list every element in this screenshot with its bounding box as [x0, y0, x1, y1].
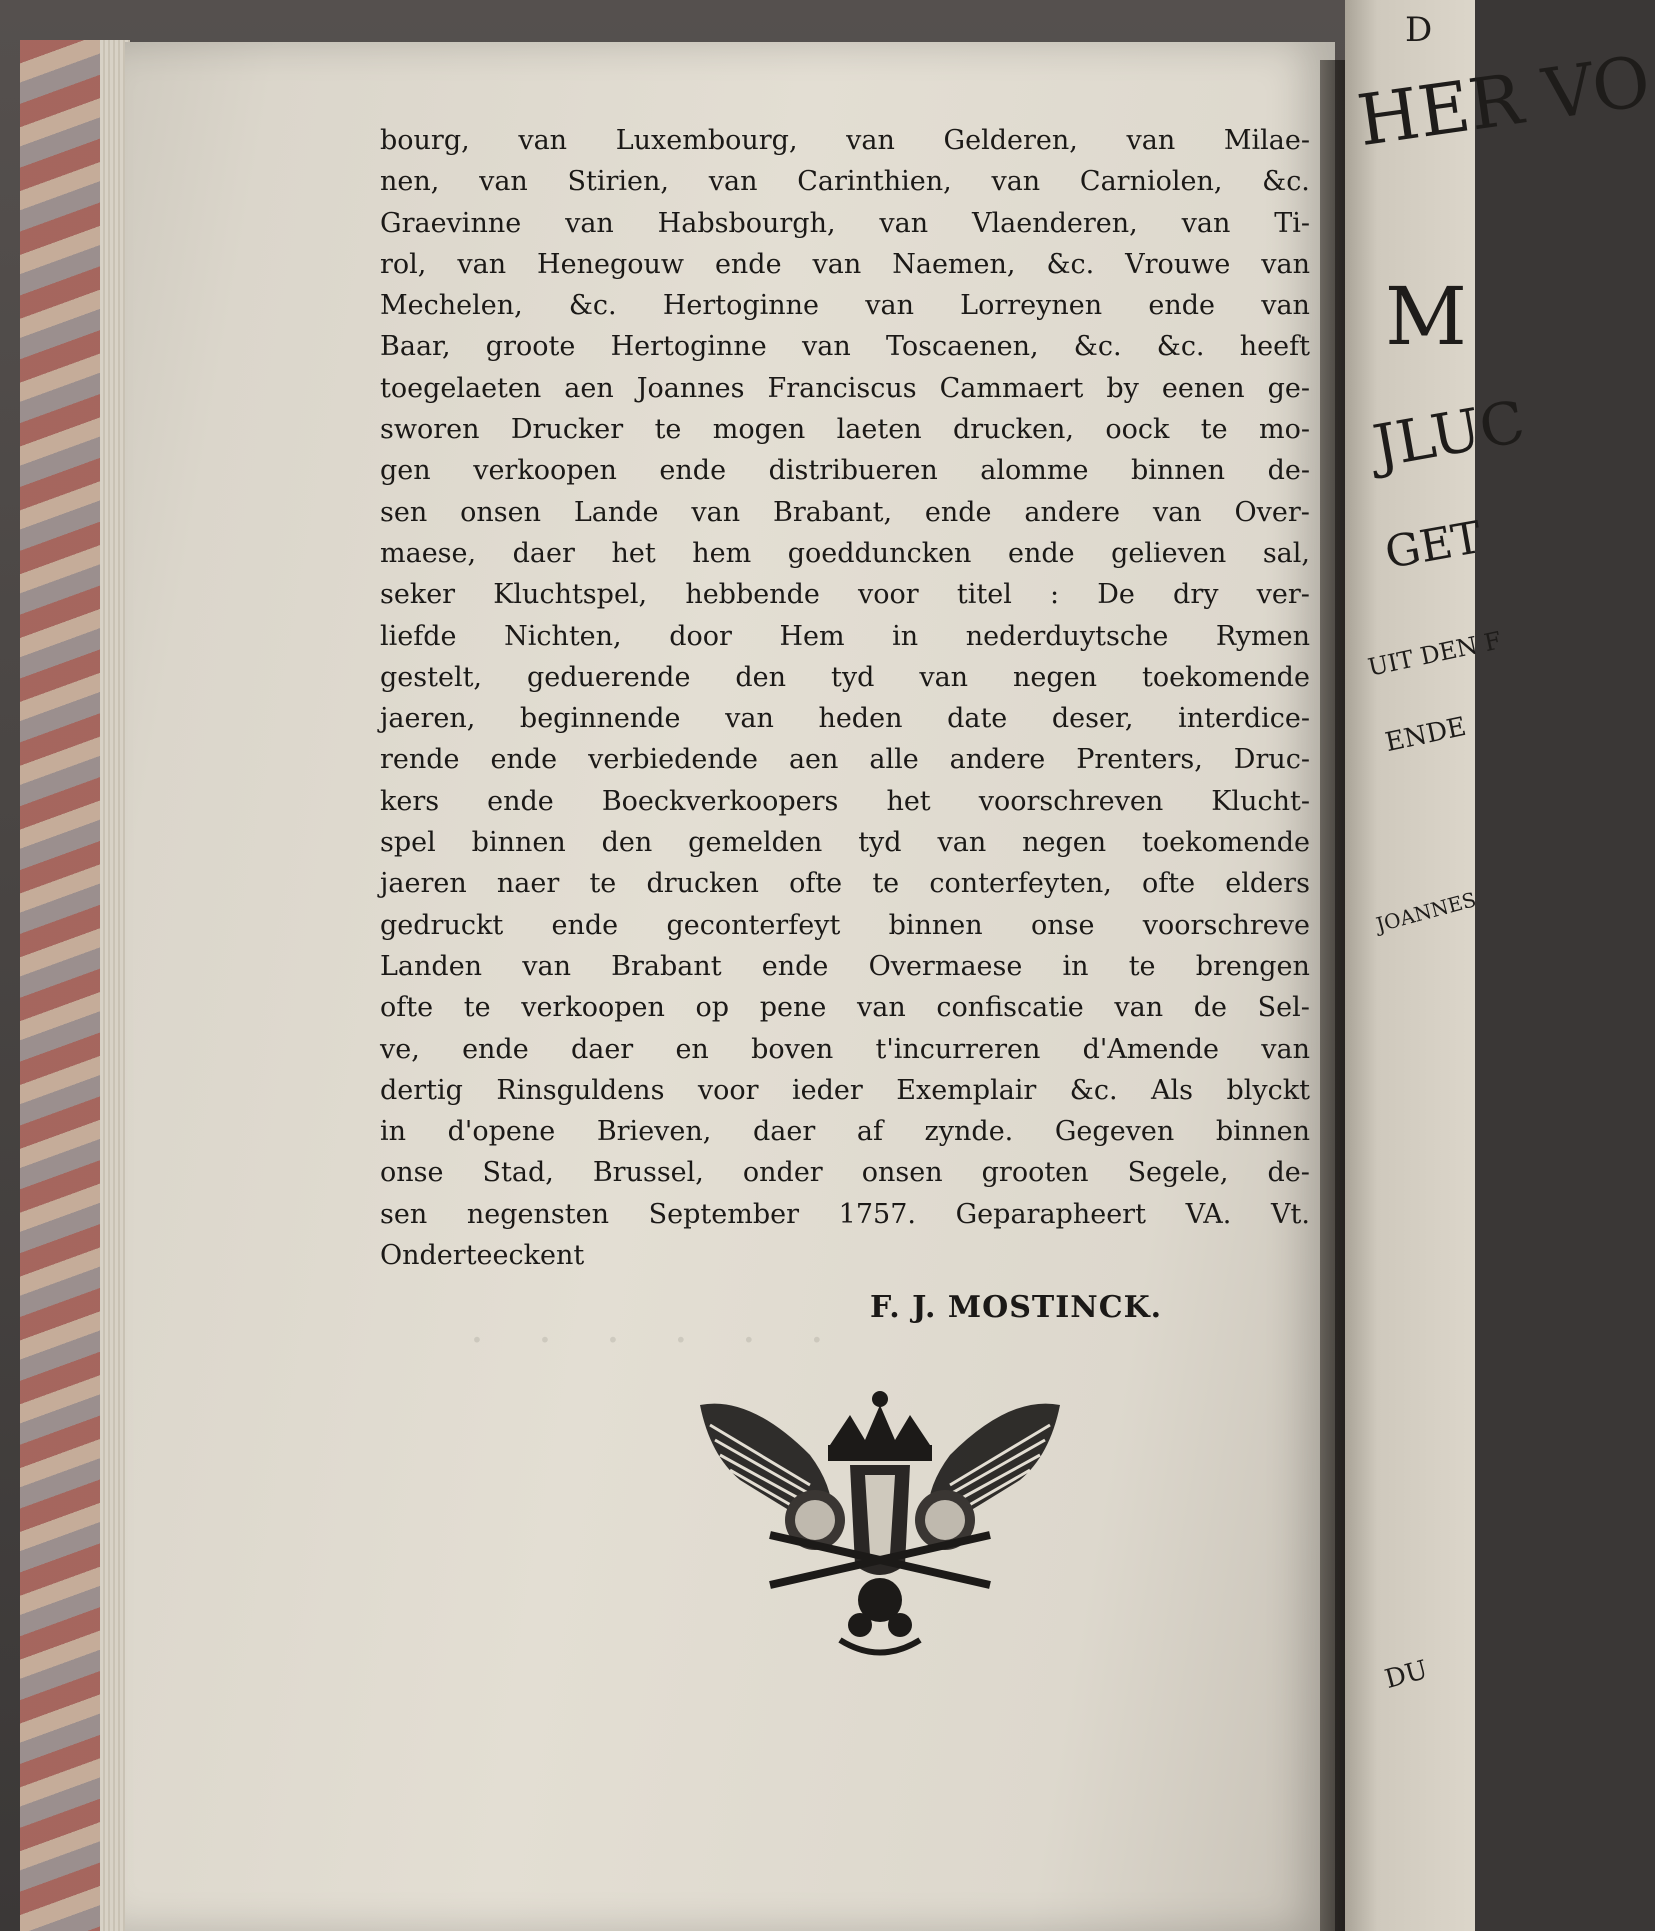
word: ende	[659, 455, 727, 487]
word: negen	[1013, 661, 1098, 693]
word: Lorreynen	[960, 290, 1103, 322]
word: binnen	[471, 827, 566, 859]
word: Kluchtspel,	[493, 579, 648, 611]
word: conterfeyten,	[929, 868, 1112, 900]
text-line	[380, 492, 1310, 533]
word: toekomende	[1142, 827, 1310, 859]
word: onder	[742, 1157, 823, 1189]
word: jaeren	[380, 868, 467, 900]
text-line	[380, 285, 1310, 326]
word: van	[856, 992, 906, 1024]
word: tyd	[830, 661, 875, 693]
text-line	[380, 1111, 1310, 1152]
word: ofte	[380, 992, 434, 1024]
text-line	[380, 822, 1310, 863]
text-line	[380, 450, 1310, 491]
word: Hertoginne	[662, 290, 820, 322]
word: rende	[380, 744, 460, 776]
word: Over-	[1234, 496, 1310, 528]
word: het	[611, 537, 656, 569]
word: Habsbourgh,	[657, 207, 836, 239]
word: Gegeven	[1054, 1116, 1175, 1148]
word: 1757.	[838, 1198, 916, 1230]
word: Carinthien,	[797, 166, 952, 198]
word: verkoopen	[521, 992, 665, 1024]
word: &c.	[1046, 248, 1095, 280]
word: gedruckt	[380, 909, 504, 941]
word: ende	[1007, 537, 1075, 569]
word: ieder	[792, 1074, 863, 1106]
word: de	[1193, 992, 1227, 1024]
word: van	[1114, 992, 1164, 1024]
word: geduerende	[526, 661, 691, 693]
text-line	[380, 533, 1310, 574]
word: aen	[564, 372, 614, 404]
word: in	[380, 1116, 407, 1148]
word: gemelden	[688, 827, 823, 859]
word: de-	[1267, 455, 1310, 487]
word: dertig	[380, 1074, 463, 1106]
word: van	[1261, 248, 1310, 280]
word: daer	[512, 537, 575, 569]
word: verbiedende	[588, 744, 759, 776]
word: nen,	[380, 166, 440, 198]
word: Milae-	[1223, 125, 1310, 156]
right-frag: JOANNES	[1373, 887, 1479, 937]
word: Hertoginne	[610, 331, 767, 363]
word: ende	[551, 909, 619, 941]
word: laeten	[836, 414, 922, 446]
word: Hem	[779, 620, 845, 652]
word: &c.	[1156, 331, 1205, 363]
word: distribueren	[768, 455, 938, 487]
word: ende	[462, 1033, 529, 1065]
word: Vrouwe	[1125, 248, 1231, 280]
word: voor	[858, 579, 919, 611]
word: Als	[1151, 1074, 1193, 1106]
text-line	[380, 987, 1310, 1028]
word: van	[919, 661, 969, 693]
word: jaeren,	[380, 703, 476, 735]
word: van	[457, 248, 507, 280]
word: van	[1261, 290, 1310, 322]
word: onse	[380, 1157, 444, 1189]
word: Brussel,	[592, 1157, 704, 1189]
word: spel	[380, 827, 436, 859]
word: voorschreven	[978, 785, 1164, 817]
text-line	[380, 946, 1310, 987]
word: hem	[692, 537, 752, 569]
word: date	[947, 703, 1008, 735]
word: binnen	[1130, 455, 1226, 487]
word: ende	[924, 496, 992, 528]
word: te	[589, 868, 617, 900]
text-line	[380, 368, 1310, 409]
word: af	[856, 1116, 883, 1148]
word: gen	[380, 455, 431, 487]
text-line	[380, 1029, 1310, 1070]
word: andere	[1024, 496, 1121, 528]
word: op	[695, 992, 730, 1024]
word: negensten	[466, 1198, 609, 1230]
right-frag: HER VO	[1352, 39, 1655, 163]
word: mogen	[712, 414, 806, 446]
word: voorschreve	[1142, 909, 1310, 941]
word: van	[1126, 125, 1176, 156]
right-frag: D	[1405, 10, 1433, 50]
word: Rymen	[1215, 620, 1310, 652]
word: verkoopen	[473, 455, 617, 487]
word: door	[669, 620, 732, 652]
word: boven	[751, 1033, 834, 1065]
word: voor	[697, 1074, 759, 1106]
word: Brabant,	[772, 496, 893, 528]
text-line	[380, 1194, 1310, 1235]
word: grooten	[981, 1157, 1089, 1189]
word: heeft	[1239, 331, 1310, 363]
word: eenen	[1161, 372, 1245, 404]
word: ofte	[1142, 868, 1196, 900]
word: den	[601, 827, 653, 859]
word: Brabant	[611, 950, 722, 982]
privilege-text	[380, 120, 1310, 1276]
word: ver-	[1256, 579, 1310, 611]
word: confiscatie	[936, 992, 1084, 1024]
word: alomme	[980, 455, 1089, 487]
word: Boeckverkoopers	[601, 785, 839, 817]
word: Druc-	[1233, 744, 1310, 776]
word: negen	[1022, 827, 1107, 859]
word: Stirien,	[567, 166, 670, 198]
text-line	[380, 781, 1310, 822]
word: van	[522, 950, 571, 982]
word: mo-	[1258, 414, 1310, 446]
word: sworen	[380, 414, 480, 446]
word: Carniolen,	[1079, 166, 1223, 198]
signature: F. J. MOSTINCK.	[870, 1290, 1163, 1325]
word: daer	[752, 1116, 816, 1148]
word: geconterfeyt	[666, 909, 841, 941]
word: binnen	[1215, 1116, 1310, 1148]
word: van	[812, 248, 862, 280]
text-line	[380, 616, 1310, 657]
word: zynde.	[924, 1116, 1014, 1148]
word: de-	[1267, 1157, 1310, 1189]
word: het	[886, 785, 931, 817]
word: ende	[714, 248, 782, 280]
word: rol,	[380, 248, 427, 280]
word: van	[937, 827, 987, 859]
word: Graevinne	[380, 207, 522, 239]
word: Rinsguldens	[496, 1074, 665, 1106]
word: ende	[1148, 290, 1215, 322]
text-line	[380, 161, 1310, 202]
word: ende	[487, 785, 554, 817]
text-line	[380, 905, 1310, 946]
word: toegelaeten	[380, 372, 542, 404]
word: &c.	[1069, 1074, 1118, 1106]
word: Exemplair	[896, 1074, 1037, 1106]
word: te	[654, 414, 682, 446]
word: van	[1152, 496, 1202, 528]
word: ge-	[1267, 372, 1310, 404]
word: binnen	[888, 909, 983, 941]
word: naer	[496, 868, 560, 900]
word: Sel-	[1257, 992, 1310, 1024]
word: van	[879, 207, 929, 239]
word: ve,	[380, 1033, 420, 1065]
word: heden	[818, 703, 903, 735]
word: Vt.	[1271, 1198, 1310, 1230]
word: drucken,	[952, 414, 1074, 446]
word: goedduncken	[787, 537, 972, 569]
word: by	[1106, 372, 1139, 404]
word: Overmaese	[868, 950, 1023, 982]
word: t'incurreren	[875, 1033, 1041, 1065]
word: nederduytsche	[965, 620, 1169, 652]
word: onsen	[460, 496, 541, 528]
word: titel	[956, 579, 1012, 611]
word: van	[518, 125, 568, 156]
word: Henegouw	[537, 248, 684, 280]
word: tyd	[858, 827, 902, 859]
word: Baar,	[380, 331, 451, 363]
word: Ti-	[1274, 207, 1310, 239]
text-line	[380, 326, 1310, 367]
word: deser,	[1051, 703, 1134, 735]
word: te	[1200, 414, 1228, 446]
text-line	[380, 1152, 1310, 1193]
word: Vlaenderen,	[972, 207, 1138, 239]
text-line	[380, 657, 1310, 698]
word: toekomende	[1142, 661, 1310, 693]
text-line	[380, 1070, 1310, 1111]
word: te	[872, 868, 900, 900]
text-line	[380, 120, 1310, 161]
word: en	[675, 1033, 709, 1065]
word: pene	[759, 992, 827, 1024]
word: Luxembourg,	[615, 125, 798, 156]
word: van	[691, 496, 741, 528]
word: Gelderen,	[943, 125, 1078, 156]
word: Lande	[573, 496, 659, 528]
text-line	[380, 574, 1310, 615]
word: oock	[1105, 414, 1170, 446]
word: Onderteeckent	[380, 1240, 585, 1272]
word: alle	[869, 744, 919, 776]
word: ofte	[789, 868, 843, 900]
word: &c.	[568, 290, 617, 322]
word: van	[1261, 1033, 1310, 1065]
text-line	[380, 863, 1310, 904]
summary-line	[380, 120, 381, 121]
word: Toscaenen,	[886, 331, 1039, 363]
word: aen	[788, 744, 839, 776]
text-line	[380, 1235, 1310, 1276]
word: blyckt	[1226, 1074, 1310, 1106]
winged-cherubs-crown-ornament	[690, 1385, 1070, 1665]
word: hebbende	[685, 579, 820, 611]
word: interdice-	[1178, 703, 1310, 735]
word: seker	[380, 579, 456, 611]
right-frag: ENDE	[1382, 711, 1469, 759]
word: liefde	[380, 620, 457, 652]
word: van	[479, 166, 528, 198]
word: te	[463, 992, 491, 1024]
word: andere	[949, 744, 1046, 776]
word: Cammaert	[939, 372, 1084, 404]
word: van	[846, 125, 895, 156]
word: beginnende	[519, 703, 681, 735]
word: Stad,	[482, 1157, 554, 1189]
word: van	[708, 166, 758, 198]
word: ende	[761, 950, 829, 982]
text-line	[380, 244, 1310, 285]
showthrough-decoration: · · · · · ·	[470, 1315, 844, 1366]
word: sen	[380, 496, 428, 528]
word: Mechelen,	[380, 290, 523, 322]
word: Prenters,	[1076, 744, 1203, 776]
word: maese,	[380, 537, 477, 569]
word: van	[725, 703, 774, 735]
word: &c.	[1262, 166, 1310, 198]
text-line	[380, 203, 1310, 244]
word: gestelt,	[380, 661, 483, 693]
word: te	[1128, 950, 1156, 982]
word: van	[802, 331, 851, 363]
word: ende	[490, 744, 558, 776]
word: d'opene	[447, 1116, 556, 1148]
word: :	[1049, 579, 1060, 611]
word: drucken	[646, 868, 759, 900]
right-frag: M	[1385, 270, 1467, 363]
word: Naemen,	[892, 248, 1016, 280]
word: van	[1181, 207, 1231, 239]
word: Segele,	[1127, 1157, 1229, 1189]
right-frag: DU	[1381, 1654, 1431, 1696]
word: VA.	[1185, 1198, 1232, 1230]
right-frag: JLUC	[1368, 387, 1530, 481]
word: De	[1097, 579, 1135, 611]
word: September	[648, 1198, 799, 1230]
word: brengen	[1195, 950, 1310, 982]
word: Drucker	[510, 414, 624, 446]
word: Klucht-	[1211, 785, 1310, 817]
text-line	[380, 739, 1310, 780]
word: van	[865, 290, 914, 322]
word: in	[1062, 950, 1089, 982]
word: dry	[1173, 579, 1219, 611]
word: bourg,	[380, 125, 470, 156]
word: onsen	[861, 1157, 943, 1189]
word: groote	[485, 331, 576, 363]
word: van	[565, 207, 614, 239]
word: Nichten,	[504, 620, 622, 652]
word: elders	[1225, 868, 1310, 900]
word: Geparapheert	[955, 1198, 1146, 1230]
word: Landen	[380, 950, 483, 982]
word: &c.	[1073, 331, 1122, 363]
word: sal,	[1262, 537, 1310, 569]
right-page	[1345, 0, 1655, 1931]
text-line	[380, 409, 1310, 450]
word: Franciscus	[767, 372, 917, 404]
right-frag: UIT DEN F	[1365, 626, 1504, 682]
word: onse	[1031, 909, 1095, 941]
word: Joannes	[636, 372, 745, 404]
right-frag: GET	[1381, 511, 1486, 580]
text-line	[380, 698, 1310, 739]
word: van	[991, 166, 1041, 198]
word: Brieven,	[596, 1116, 712, 1148]
word: den	[735, 661, 787, 693]
word: gelieven	[1111, 537, 1227, 569]
word: in	[892, 620, 919, 652]
word: kers	[380, 785, 440, 817]
word: daer	[570, 1033, 634, 1065]
text-summary	[380, 120, 381, 121]
word: sen	[380, 1198, 428, 1230]
word: d'Amende	[1082, 1033, 1220, 1065]
